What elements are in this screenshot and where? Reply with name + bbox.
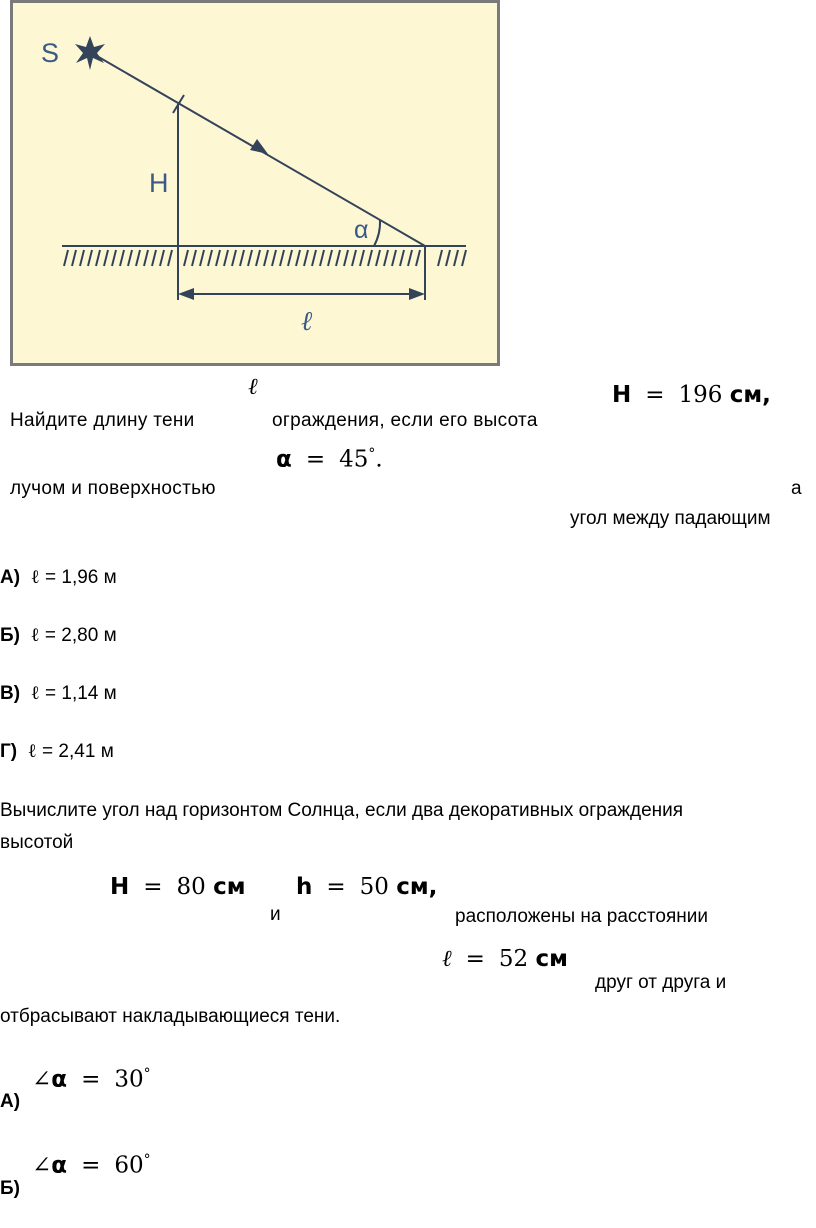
- eq: =: [81, 1152, 101, 1179]
- task1-line3: угол между падающим: [570, 508, 771, 529]
- H-eq: =: [143, 874, 163, 900]
- task1-word-a: а: [791, 478, 802, 499]
- task1-answer-a[interactable]: [0, 566, 117, 589]
- ell-symbol: ℓ: [30, 566, 40, 588]
- eq: =: [81, 1066, 101, 1093]
- h-val: 196: [678, 382, 723, 408]
- task2-friend: друг от друга и: [595, 972, 727, 993]
- H-var: H: [110, 874, 130, 900]
- h-unit: см,: [729, 382, 771, 408]
- shadow-diagram: [10, 0, 500, 366]
- H-val: 80: [176, 874, 206, 900]
- alpha-deg: °: [368, 446, 376, 462]
- l-val: 52: [498, 946, 529, 972]
- task2-line1: Вычислите угол над горизонтом Солнца, если два декоративных ограждения: [0, 800, 684, 821]
- task1-answer-b[interactable]: [0, 624, 117, 647]
- task1-answer-g[interactable]: [0, 740, 114, 763]
- alpha-var: α: [51, 1152, 68, 1179]
- h-val: 50: [359, 874, 389, 900]
- ell-symbol: ℓ: [30, 624, 40, 646]
- alpha-formula: [276, 446, 383, 473]
- h-unit: см,: [396, 874, 438, 900]
- answer-letter: Б): [0, 1178, 20, 1199]
- deg: °: [143, 1152, 151, 1168]
- l-formula: [442, 946, 568, 972]
- task1-line1b: ограждения, если его высота: [272, 410, 538, 431]
- task2-located: расположены на расстоянии: [455, 906, 708, 927]
- angle-symbol: ∠: [32, 1152, 52, 1179]
- task1-answer-v[interactable]: [0, 682, 117, 705]
- answer-letter: Г): [0, 741, 18, 762]
- h-var: H: [612, 382, 632, 408]
- task1-line2: лучом и поверхностью: [10, 478, 216, 499]
- alpha-var: α: [276, 446, 292, 473]
- h-formula: [296, 874, 437, 900]
- l-eq: =: [465, 946, 485, 972]
- deg: °: [143, 1066, 151, 1082]
- l-unit: см: [535, 946, 568, 972]
- answer-letter: А): [0, 567, 21, 588]
- alpha-var: α: [51, 1066, 68, 1093]
- answer-text: = 1,96 м: [39, 567, 117, 588]
- answer-text: = 2,80 м: [39, 625, 117, 646]
- value: 30: [114, 1066, 144, 1093]
- alpha-dot: .: [375, 446, 383, 473]
- ell-symbol: ℓ: [30, 682, 40, 704]
- alpha-val: 45: [339, 446, 369, 473]
- H-formula: [110, 874, 246, 900]
- shadow-diagram-svg: [10, 0, 500, 366]
- H-unit: см: [213, 874, 246, 900]
- alpha-eq: =: [305, 446, 326, 473]
- task1-line1a: Найдите длину тени: [10, 410, 195, 431]
- ell-symbol: ℓ: [27, 740, 37, 762]
- angle-formula: [32, 1152, 151, 1179]
- task2-line-last: отбрасывают накладывающиеся тени.: [0, 1006, 341, 1027]
- h-eq: =: [645, 382, 665, 408]
- task2-line2: высотой: [0, 832, 74, 853]
- height-formula: [612, 382, 771, 408]
- label-alpha: α: [354, 216, 369, 244]
- h-var: h: [296, 874, 313, 900]
- task2-word-i: и: [270, 904, 281, 925]
- task2-answer-a[interactable]: [0, 1066, 220, 1116]
- l-var: ℓ: [442, 946, 452, 972]
- angle-symbol: ∠: [32, 1066, 52, 1093]
- task2-answer-b[interactable]: [0, 1152, 220, 1202]
- label-H: H: [149, 168, 169, 198]
- answer-letter: Б): [0, 625, 20, 646]
- answer-text: = 2,41 м: [36, 741, 114, 762]
- answer-letter: А): [0, 1091, 21, 1112]
- h-eq: =: [326, 874, 346, 900]
- answer-text: = 1,14 м: [39, 683, 117, 704]
- value: 60: [114, 1152, 144, 1179]
- answer-letter: В): [0, 683, 21, 704]
- label-S: S: [41, 38, 60, 68]
- label-l: ℓ: [301, 306, 313, 337]
- ell-symbol: ℓ: [248, 374, 258, 400]
- angle-formula: [32, 1066, 151, 1093]
